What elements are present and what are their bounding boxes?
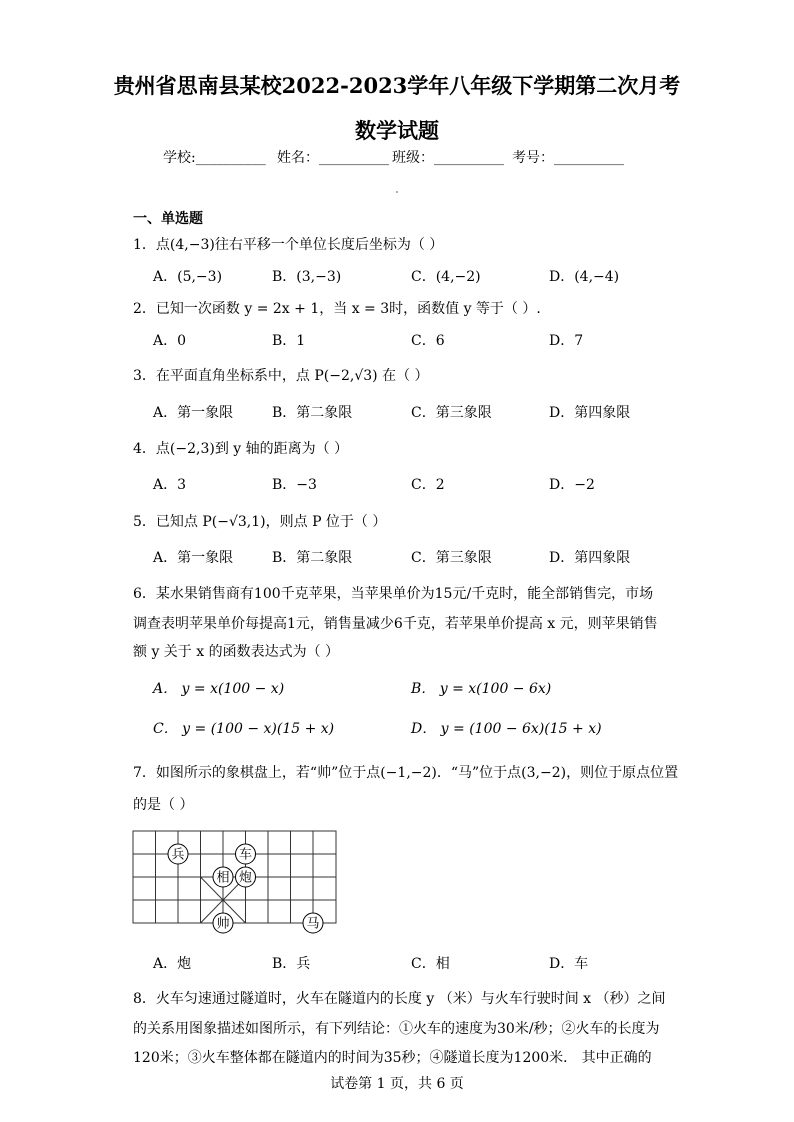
- question-6-option-b: B． y = x(100 − 6x): [411, 681, 552, 697]
- piece-xiang: [213, 867, 233, 887]
- question-7-option-c: C．相: [411, 956, 450, 972]
- question-8-line-1: 8．火车匀速通过隧道时，火车在隧道内的长度 y （米）与火车行驶时间 x （秒）之间: [133, 991, 666, 1007]
- question-1-option-a: A．(5,−3): [153, 269, 223, 285]
- piece-shuai: [213, 913, 233, 933]
- question-1-stem: 1．点(4,−3)往右平移一个单位长度后坐标为（ ）: [133, 237, 444, 253]
- question-8-line-2: 的关系用图象描述如图所示，有下列结论：①火车的速度为30米/秒；②火车的长度为: [133, 1021, 660, 1037]
- question-8-line-3: 120米；③火车整体都在隧道内的时间为35秒；④隧道长度为1200米． 其中正确的: [133, 1050, 652, 1066]
- question-7-option-d: D．车: [549, 956, 589, 972]
- question-5-option-a: A．第一象限: [153, 550, 234, 566]
- question-2-option-c: C．6: [411, 333, 445, 349]
- svg-text:炮: 炮: [238, 870, 253, 886]
- question-5-option-c: C．第三象限: [411, 550, 492, 566]
- question-6-line-1: 6．某水果销售商有100千克苹果，当苹果单价为15元/千克时，能全部销售完，市场: [133, 586, 654, 602]
- question-5-option-b: B．第二象限: [272, 550, 353, 566]
- id-field: 考号：__________: [512, 150, 624, 166]
- svg-text:马: 马: [306, 916, 320, 932]
- section-heading: 一、单选题: [133, 211, 203, 227]
- question-6-option-a: A． y = x(100 − x): [153, 681, 285, 697]
- school-field: 学校:__________: [163, 150, 266, 166]
- question-4-option-d: D．−2: [549, 477, 595, 493]
- decorative-dot: [396, 191, 398, 193]
- question-7-option-b: B．兵: [272, 956, 311, 972]
- question-1-option-d: D．(4,−4): [549, 269, 620, 285]
- svg-text:兵: 兵: [171, 847, 185, 863]
- chessboard-grid: [133, 831, 336, 923]
- question-6-line-2: 调查表明苹果单价每提高1元，销售量减少6千克，若苹果单价提高 x 元，则苹果销售: [133, 616, 658, 632]
- question-2-stem: 2．已知一次函数 y = 2x + 1，当 x = 3时，函数值 y 等于（ ）.: [133, 301, 541, 317]
- question-4-option-c: C．2: [411, 477, 445, 493]
- question-1-option-c: C．(4,−2): [411, 269, 481, 285]
- question-7-line-2: 的是（ ）: [133, 797, 194, 813]
- question-6-option-d: D． y = (100 − 6x)(15 + x): [411, 721, 602, 737]
- svg-text:车: 车: [238, 847, 253, 863]
- exam-title: 贵州省思南县某校2022-2023学年八年级下学期第二次月考: [113, 73, 681, 98]
- question-2-option-b: B．1: [272, 333, 306, 349]
- question-4-option-a: A．3: [153, 477, 187, 493]
- piece-ma: [303, 913, 323, 933]
- question-2-option-d: D．7: [549, 333, 584, 349]
- exam-subtitle: 数学试题: [355, 118, 439, 143]
- question-5-option-d: D．第四象限: [549, 550, 631, 566]
- piece-che: [236, 844, 256, 864]
- question-6-line-3: 额 y 关于 x 的函数表达式为（ ）: [133, 644, 340, 660]
- question-3-option-d: D．第四象限: [549, 405, 631, 421]
- question-4-stem: 4．点(−2,3)到 y 轴的距离为（ ）: [133, 441, 349, 457]
- question-3-stem: 3．在平面直角坐标系中，点 P(−2,√3) 在（ ）: [133, 368, 429, 384]
- question-7-option-a: A．炮: [153, 956, 192, 972]
- question-6-option-c: C． y = (100 − x)(15 + x): [153, 721, 335, 737]
- chessboard-figure: [130, 828, 340, 940]
- svg-text:帅: 帅: [216, 916, 230, 932]
- svg-text:相: 相: [216, 870, 230, 886]
- question-1-option-b: B．(3,−3): [272, 269, 342, 285]
- question-7-line-1: 7．如图所示的象棋盘上，若“帅”位于点(−1,−2)．“马”位于点(3,−2)，则位于原点位置: [133, 765, 679, 781]
- piece-pao: [236, 867, 256, 887]
- question-3-option-a: A．第一象限: [153, 405, 234, 421]
- question-4-option-b: B．−3: [272, 477, 317, 493]
- page-footer: 试卷第 1 页，共 6 页: [330, 1076, 464, 1092]
- question-5-stem: 5．已知点 P(−√3,1)，则点 P 位于（ ）: [133, 514, 387, 530]
- question-3-option-c: C．第三象限: [411, 405, 492, 421]
- question-2-option-a: A．0: [153, 333, 187, 349]
- question-3-option-b: B．第二象限: [272, 405, 353, 421]
- name-field: 姓名：__________: [277, 150, 389, 166]
- piece-bing: [168, 844, 188, 864]
- class-field: 班级：__________: [392, 150, 504, 166]
